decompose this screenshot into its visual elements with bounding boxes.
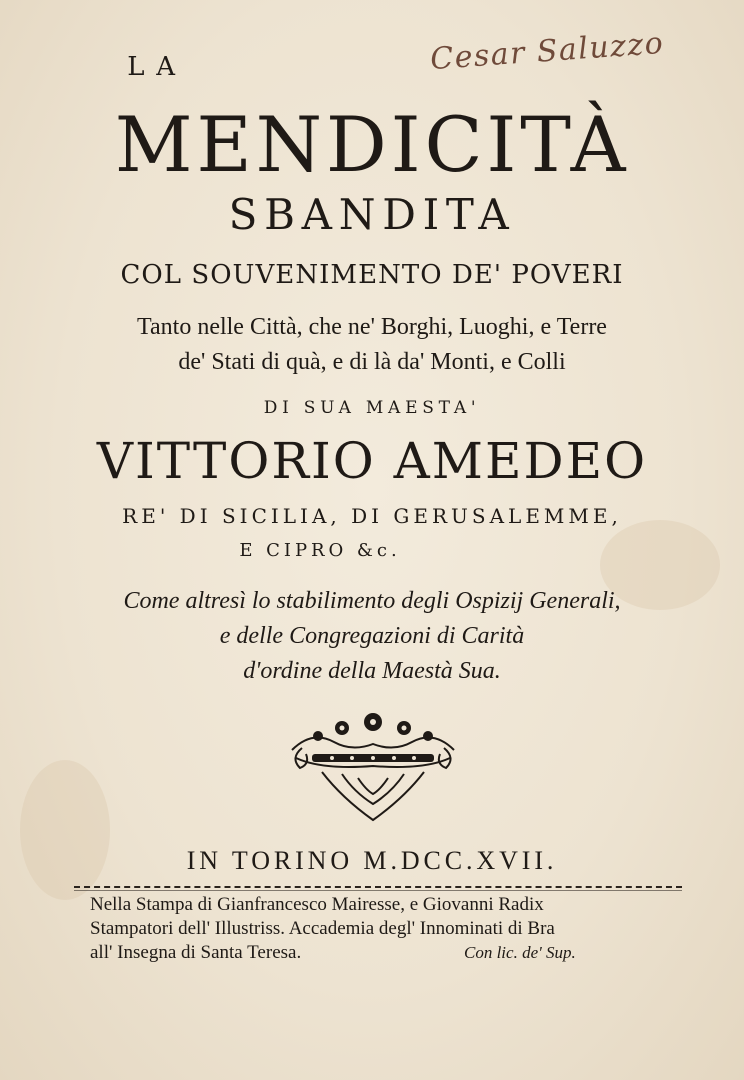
title-article: LA <box>127 52 187 82</box>
handwritten-signature: Cesar Saluzzo <box>429 25 666 78</box>
italic-description: e delle Congregazioni di Carità <box>219 623 525 649</box>
imprint-place-date: IN TORINO M.DCC.XVII. <box>186 846 558 875</box>
imprint-line: all' Insegna di Santa Teresa. <box>90 942 302 963</box>
italic-description: Come altresì lo stabilimento degli Ospizij Generali, <box>123 588 621 614</box>
divider-rule <box>74 886 682 888</box>
dedication-line: DI SUA MAESTA' <box>263 398 481 418</box>
divider-rule <box>74 890 682 891</box>
main-title: MENDICITÀ <box>114 100 630 189</box>
subtitle-line: COL SOUVENIMENTO DE' POVERI <box>120 260 624 290</box>
subtitle: SBANDITA <box>228 190 516 239</box>
italic-description: d'ordine della Maestà Sua. <box>243 658 501 684</box>
license-note: Con lic. de' Sup. <box>464 943 576 962</box>
sovereign-titles: E CIPRO &c. <box>239 540 401 561</box>
sovereign-titles: RE' DI SICILIA, DI GERUSALEMME, <box>122 504 622 528</box>
crown-ornament-icon <box>282 708 464 828</box>
description-line: Tanto nelle Città, che ne' Borghi, Luoghi, e Terre <box>137 314 607 340</box>
imprint-line: Nella Stampa di Gianfrancesco Mairesse, e Giovanni Radix <box>90 894 544 915</box>
sovereign-name: VITTORIO AMEDEO <box>96 432 648 490</box>
paper-stain <box>20 760 110 900</box>
description-line: de' Stati di quà, e di là da' Monti, e Colli <box>178 349 566 375</box>
imprint-line: Stampatori dell' Illustriss. Accademia degl' Innominati di Bra <box>90 918 555 939</box>
